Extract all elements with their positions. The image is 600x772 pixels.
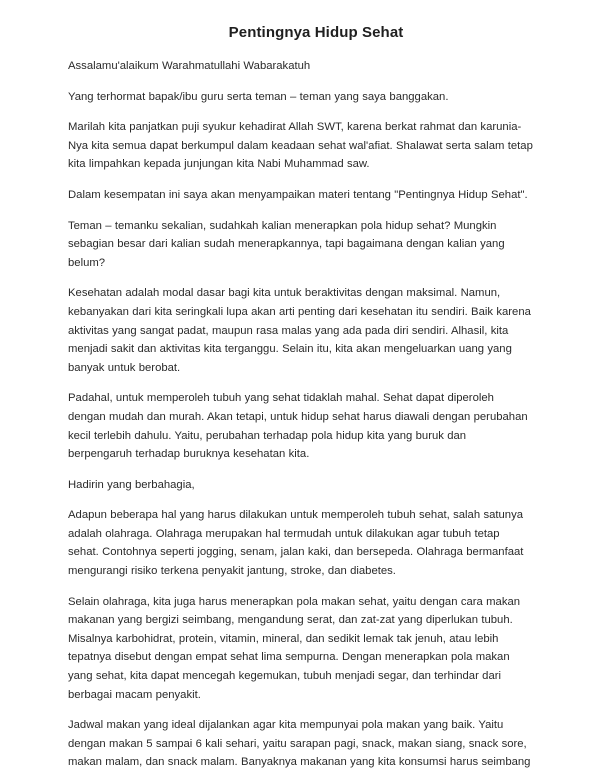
paragraph [68,186,556,205]
text-line: Teman – temanku sekalian, sudahkah kalian menerapkan pola hidup sehat? Mungkin [68,219,497,232]
text-line: kebanyakan dari kita seringkali lupa akan arti penting dari kesehatan itu sendiri. Baik karena [68,305,531,318]
text-line: Misalnya karbohidrat, protein, vitamin, mineral, dan sedikit lemak tak jenuh, atau lebih [68,632,499,645]
text-line: Hadirin yang berbahagia, [68,478,195,491]
paragraph [68,506,556,580]
text-line: sehat. Contohnya seperti jogging, senam, jalan kaki, dan bersepeda. Olahraga bermanfaat [68,546,524,559]
document-title: Pentingnya Hidup Sehat [228,24,404,41]
paragraph [68,118,556,174]
paragraph [68,476,556,495]
text-line: Dalam kesempatan ini saya akan menyampaikan materi tentang "Pentingnya Hidup Sehat". [68,188,528,201]
paragraph [68,217,556,273]
text-line: dengan mudah dan murah. Akan tetapi, untuk hidup sehat harus diawali dengan perubahan [68,410,528,423]
text-line: Nya kita semua dapat berkumpul dalam keadaan sehat wal'afiat. Shalawat serta salam tetap [68,139,533,152]
text-line: Adapun beberapa hal yang harus dilakukan untuk memperoleh tubuh sehat, salah satunya [68,509,524,522]
paragraph [68,593,556,705]
text-line: mengurangi risiko terkena penyakit jantung, stroke, dan diabetes. [68,565,396,578]
text-line: Padahal, untuk memperoleh tubuh yang sehat tidaklah mahal. Sehat dapat diperoleh [68,392,494,405]
text-line: Yang terhormat bapak/ibu guru serta teman – teman yang saya banggakan. [68,90,449,103]
text-line: yang sehat, kita dapat mencegah kegemukan, tubuh menjadi segar, dan terhindar dari [68,670,502,683]
paragraph [68,389,556,463]
text-line: makanan yang bergizi seimbang, mengandung serat, dan zat-zat yang diperlukan tubuh. [68,614,513,627]
text-line: sebagian besar dari kalian sudah menerapkannya, tapi bagaimana dengan kalian yang [68,238,505,251]
text-line: berpengaruh terhadap buruknya kesehatan kita. [68,448,310,461]
text-line: Marilah kita panjatkan puji syukur kehadirat Allah SWT, karena berkat rahmat dan karunia- [68,121,522,134]
text-line: kita limpahkan kepada junjungan kita Nabi Muhammad saw. [68,158,370,171]
text-line: Assalamu'alaikum Warahmatullahi Wabarakatuh [68,60,311,72]
text-line: Jadwal makan yang ideal dijalankan agar kita mempunyai pola makan yang baik. Yaitu [68,719,504,732]
text-line: adalah olahraga. Olahraga merupakan hal termudah untuk dilakukan agar tubuh tetap [68,527,500,540]
text-line: belum? [68,256,106,269]
paragraph [68,88,556,107]
text-line: makan malam, dan snack malam. Banyaknya makanan yang kita konsumsi harus seimbang [68,756,531,769]
paragraph [68,284,556,377]
text-line: Kesehatan adalah modal dasar bagi kita untuk beraktivitas dengan maksimal. Namun, [68,287,501,300]
text-line: menjadi sakit dan aktivitas kita terganggu. Selain itu, kita akan mengeluarkan uang yang [68,343,512,356]
text-line: Selain olahraga, kita juga harus menerapkan pola makan sehat, yaitu dengan cara makan [68,595,521,608]
text-line: aktivitas yang sangat padat, maupun rasa malas yang ada pada diri sendiri. Alhasil, kita [68,324,509,337]
text-line: berbagai macam penyakit. [68,688,201,701]
text-line: kecil terlebih dahulu. Yaitu, perubahan terhadap pola hidup kita yang buruk dan [68,429,467,442]
text-line: tepatnya disebut dengan empat sehat lima sempurna. Dengan menerapkan pola makan [68,651,510,664]
paragraph [68,716,556,772]
paragraph [68,57,556,76]
text-line: dengan makan 5 sampai 6 kali sehari, yaitu sarapan pagi, snack, makan siang, snack sore, [68,737,527,750]
text-line: banyak untuk berobat. [68,361,181,374]
